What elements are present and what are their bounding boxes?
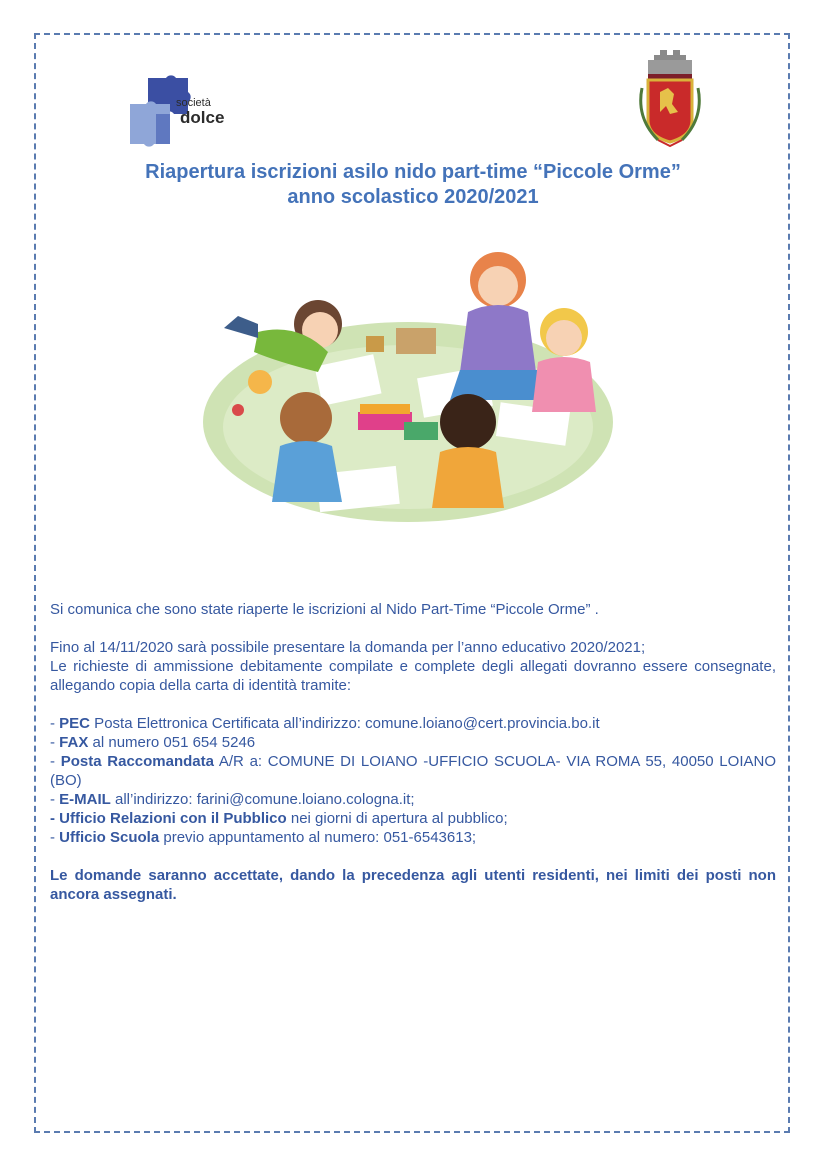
list-item: - Ufficio Relazioni con il Pubblico nei giorni di apertura al pubblico; (50, 810, 508, 827)
submission-channels-list (50, 714, 776, 847)
list-item: - E-MAIL all’indirizzo: farini@comune.loiano.cologna.it; (50, 791, 415, 808)
list-item: - FAX al numero 051 654 5246 (50, 734, 256, 751)
list-item: - PEC Posta Elettronica Certificata all’indirizzo: comune.loiano@cert.provincia.bo.it (50, 715, 600, 732)
list-item: - Ufficio Scuola previo appuntamento al numero: 051-6543613; (50, 829, 477, 846)
list-item: - Posta Raccomandata A/R a: COMUNE DI LOIANO -UFFICIO SCUOLA- VIA ROMA 55, 40050 LOIANO (BO) (50, 753, 776, 789)
page-title (60, 160, 766, 210)
deadline-paragraph: Fino al 14/11/2020 sarà possibile presentare la domanda per l’anno educativo 2020/2021; (50, 639, 646, 656)
municipal-coat-of-arms (634, 48, 706, 152)
channel-label: PEC (59, 715, 91, 732)
svg-text:società: società (176, 97, 211, 109)
announcement-body (50, 600, 776, 904)
channel-label: Ufficio Scuola (59, 829, 160, 846)
closing-notice: Le domande saranno accettate, dando la precedenza agli utenti residenti, nei limiti dei posti non ancora assegnati. (50, 867, 776, 903)
title-line-2: anno scolastico 2020/2021 (287, 186, 539, 208)
intro-paragraph: Si comunica che sono state riaperte le iscrizioni al Nido Part-Time “Piccole Orme” . (50, 601, 599, 618)
instructions-paragraph: Le richieste di ammissione debitamente compilate e complete degli allegati dovranno essere consegnate, allegando copia della carta di identità tramite: (50, 658, 776, 694)
channel-label: FAX (59, 734, 89, 751)
societa-dolce-logo (126, 70, 236, 150)
channel-label: - Ufficio Relazioni con il Pubblico (50, 810, 287, 827)
channel-label: Posta Raccomandata (60, 753, 214, 770)
children-drawing-illustration (198, 232, 628, 528)
svg-text:dolce: dolce (180, 108, 225, 127)
title-line-1: Riapertura iscrizioni asilo nido part-time “Piccole Orme” (145, 161, 681, 183)
channel-label: E-MAIL (59, 791, 111, 808)
